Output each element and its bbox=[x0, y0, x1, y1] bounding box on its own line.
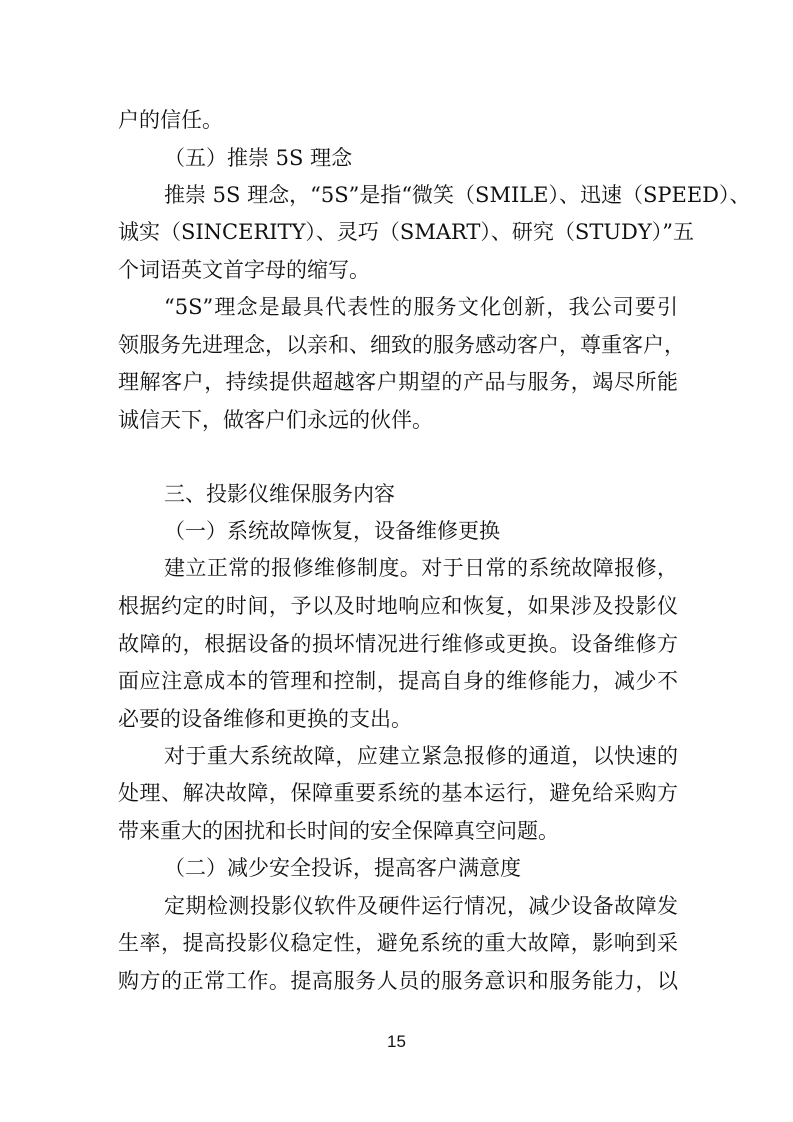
text-line: 带来重大的困扰和长时间的安全保障真空问题。 bbox=[118, 819, 559, 843]
text-line: 建立正常的报修维修制度。对于日常的系统故障报修， bbox=[164, 556, 678, 580]
section-heading: （二）减少安全投诉，提高客户满意度 bbox=[164, 856, 521, 880]
text-line: 必要的设备维修和更换的支出。 bbox=[118, 707, 412, 731]
section-heading: （一）系统故障恢复，设备维修更换 bbox=[164, 519, 500, 543]
text-line: 户的信任。 bbox=[118, 108, 223, 132]
text-line: 生率，提高投影仪稳定性，避免系统的重大故障，影响到采 bbox=[118, 931, 678, 955]
chapter-heading: 三、投影仪维保服务内容 bbox=[164, 482, 395, 506]
text-line: 诚实（SINCERITY）、灵巧（SMART）、研究（STUDY）”五 bbox=[118, 220, 694, 244]
section-heading: （五）推崇 5S 理念 bbox=[164, 146, 353, 170]
text-line: 对于重大系统故障，应建立紧急报修的通道，以快速的 bbox=[164, 744, 678, 768]
text-line: 推崇 5S 理念，“5S”是指“微笑（SMILE）、迅速（SPEED）、 bbox=[164, 183, 751, 207]
text-line: 根据约定的时间，予以及时地响应和恢复，如果涉及投影仪 bbox=[118, 594, 678, 618]
text-line: 故障的，根据设备的损坏情况进行维修或更换。设备维修方 bbox=[118, 632, 678, 656]
text-line: 面应注意成本的管理和控制，提高自身的维修能力，减少不 bbox=[118, 669, 678, 693]
text-line: 处理、解决故障，保障重要系统的基本运行，避免给采购方 bbox=[118, 781, 678, 805]
text-line: 个词语英文首字母的缩写。 bbox=[118, 258, 370, 282]
text-line: 诚信天下，做客户们永远的伙伴。 bbox=[118, 408, 433, 432]
text-line: 领服务先进理念，以亲和、细致的服务感动客户，尊重客户， bbox=[118, 333, 685, 357]
text-line: 定期检测投影仪软件及硬件运行情况，减少设备故障发 bbox=[164, 894, 678, 918]
text-line: 购方的正常工作。提高服务人员的服务意识和服务能力，以 bbox=[118, 969, 678, 993]
text-line: 理解客户，持续提供超越客户期望的产品与服务，竭尽所能 bbox=[118, 370, 678, 394]
text-line: “5S”理念是最具代表性的服务文化创新，我公司要引 bbox=[164, 295, 678, 319]
page-number: 15 bbox=[387, 1032, 406, 1051]
